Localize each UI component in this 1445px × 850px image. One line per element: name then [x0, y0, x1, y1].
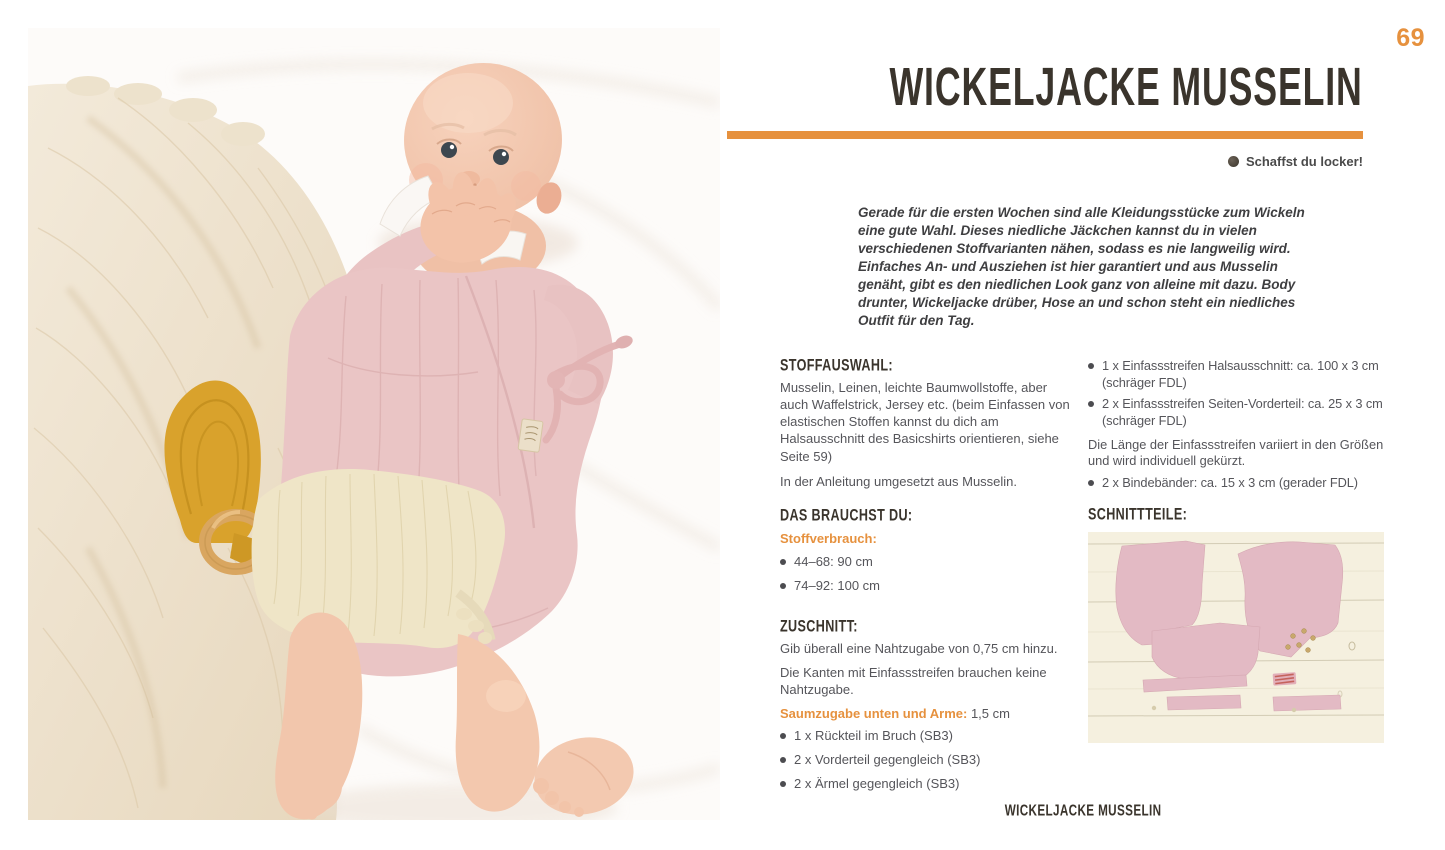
- jacket-label-tag: [518, 419, 543, 453]
- bullet-icon: [780, 559, 786, 565]
- stoffauswahl-body: Musselin, Leinen, leichte Baumwollstoffe, aber auch Waffelstrick, Jersey etc. (beim Einfassen von elastischen Stoffen kannst du dich am Halsausschnitt des Basicshirts orientieren, siehe Seite 59): [780, 380, 1070, 464]
- saumzugabe-label: Saumzugabe unten und Arme:: [780, 706, 968, 722]
- bindebaender-item: 2 x Bindebänder: ca. 15 x 3 cm (gerader FDL): [1102, 474, 1358, 490]
- einfassstreifen-note: Die Länge der Einfassstreifen variiert in den Größen und wird individuell gekürzt.: [1088, 436, 1384, 469]
- das-brauchst-du-heading: DAS BRAUCHST DU:: [780, 505, 913, 524]
- stoffauswahl-note: In der Anleitung umgesetzt aus Musselin.: [780, 473, 1018, 489]
- forehead-highlight: [423, 73, 513, 133]
- list-item: [1088, 396, 1388, 429]
- fdl-note: (schräger FDL): [1102, 412, 1187, 428]
- bullet-icon: [1088, 401, 1094, 407]
- list-item: 2 x Ärmel gegengleich (SB3): [780, 776, 1072, 793]
- thread-spool: [1273, 673, 1297, 687]
- difficulty-badge: [1228, 154, 1363, 169]
- zuschnitt-heading: ZUSCHNITT:: [780, 615, 858, 635]
- piece-aermel: [1152, 623, 1260, 681]
- strip-einfassstreifen: [1167, 695, 1241, 710]
- stoffauswahl-heading: STOFFAUSWAHL:: [780, 355, 893, 374]
- intro-paragraph: Gerade für die ersten Wochen sind alle Kleidungsstücke zum Wickeln eine gute Wahl. Dieses niedliche Jäckchen kannst du in vielen verschiedenen Stoffvarianten nähen, sodass es nie langweilig wird. Einfaches An- und Ausziehen ist hier garantiert und aus Musselin genäht, gibt es den niedlichen Look ganz von alleine mit dazu. Body drunter, Wickeljacke drüber, Hose an und schon steht ein niedliches Outfit für den Tag.: [858, 205, 1305, 329]
- bullet-icon: [780, 781, 786, 787]
- strip-einfassstreifen: [1273, 695, 1341, 711]
- page-number: 69: [1396, 24, 1425, 52]
- footer-title: WICKELJACKE MUSSELIN: [1004, 801, 1162, 819]
- list-item: 1 x Rückteil im Bruch (SB3): [780, 728, 1072, 745]
- bullet-icon: [1088, 363, 1094, 369]
- schnittteile-heading: SCHNITTTEILE:: [1088, 504, 1188, 524]
- fdl-note: (schräger FDL): [1102, 374, 1187, 390]
- title-underline: [727, 131, 1363, 139]
- column-right: [1088, 358, 1388, 743]
- stoffverbrauch-subheading: Stoffverbrauch:: [780, 530, 877, 546]
- pin-head: [1152, 706, 1156, 710]
- saumzugabe-line: [780, 706, 1072, 721]
- list-item: 44–68: 90 cm: [780, 554, 1072, 571]
- difficulty-level-icon: [1228, 156, 1239, 167]
- beige-bloomers: [252, 469, 505, 648]
- page-title: WICKELJACKE MUSSELIN: [889, 56, 1363, 117]
- einfassstreifen-hals: 1 x Einfassstreifen Halsausschnitt: ca. 100 x 3 cm: [1102, 358, 1379, 373]
- einfassstreifen-seiten: 2 x Einfassstreifen Seiten-Vorderteil: ca. 25 x 3 cm: [1102, 396, 1383, 412]
- list-item: 74–92: 100 cm: [780, 578, 1072, 595]
- list-item: 2 x Vorderteil gegengleich (SB3): [780, 752, 1072, 769]
- zuschnitt-line1: Gib überall eine Nahtzugabe von 0,75 cm hinzu.: [780, 640, 1058, 656]
- bullet-icon: [780, 733, 786, 739]
- baby-photo: [28, 28, 720, 820]
- difficulty-label: Schaffst du locker!: [1245, 154, 1363, 169]
- zuschnitt-line2: Die Kanten mit Einfassstreifen brauchen keine Nahtzugabe.: [780, 665, 1047, 698]
- bullet-icon: [1088, 480, 1094, 486]
- bullet-icon: [780, 757, 786, 763]
- schnittteile-photo: [1088, 532, 1384, 743]
- pin-head: [1292, 708, 1296, 712]
- pattern-pieces-illustration: [1088, 532, 1384, 743]
- baby-photo-illustration: [28, 28, 720, 820]
- list-item: [1088, 358, 1388, 391]
- bullet-icon: [780, 583, 786, 589]
- saumzugabe-value: 1,5 cm: [970, 706, 1010, 722]
- list-item: [1088, 475, 1388, 492]
- column-left: [780, 355, 1072, 793]
